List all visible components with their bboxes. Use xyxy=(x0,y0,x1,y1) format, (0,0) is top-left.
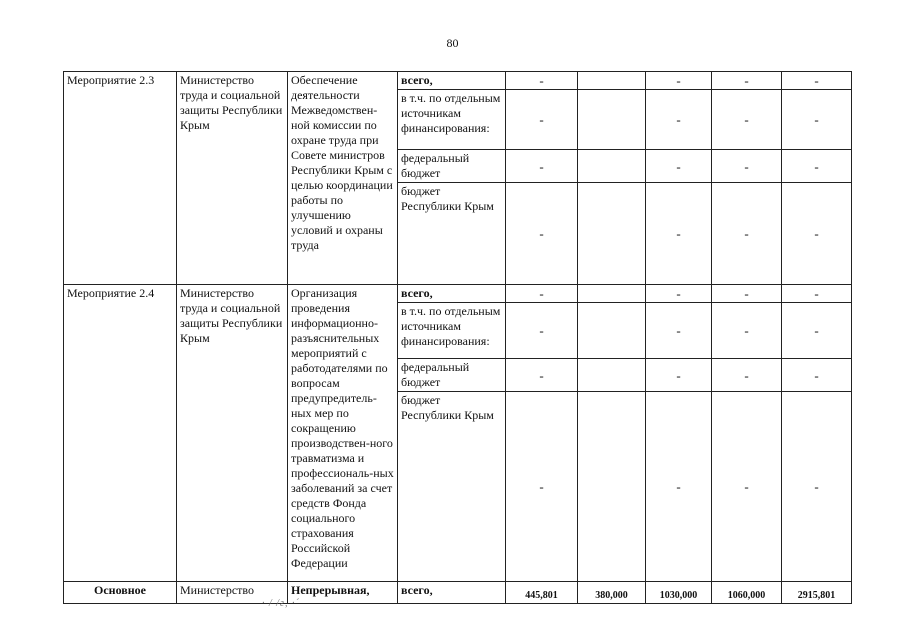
value-cell: - xyxy=(506,150,578,183)
value-cell: - xyxy=(712,285,782,303)
total-value-cell: 380,000 xyxy=(578,582,646,604)
measure-name: Мероприятие 2.3 xyxy=(64,72,177,285)
value-cell: - xyxy=(506,392,578,582)
value-cell: - xyxy=(712,359,782,392)
financing-source: в т.ч. по отдельным источникам финансирования: xyxy=(398,90,506,150)
financing-source: федеральный бюджет xyxy=(398,150,506,183)
value-cell: - xyxy=(782,90,852,150)
value-cell xyxy=(578,359,646,392)
value-cell: - xyxy=(646,90,712,150)
measure-executor: Министерство труда и социальной защиты Республики Крым xyxy=(177,72,288,285)
measure-description: Обеспечение деятельности Межведомствен-ной комиссии по охране труда при Совете министров Республики Крым с целью координации работы по улучшению условий и охраны труда xyxy=(288,72,398,285)
measure-name: Мероприятие 2.4 xyxy=(64,285,177,582)
value-cell: - xyxy=(782,285,852,303)
value-cell: - xyxy=(646,359,712,392)
total-value-cell: 1030,000 xyxy=(646,582,712,604)
financing-source: в т.ч. по отдельным источникам финансирования: xyxy=(398,303,506,359)
value-cell: - xyxy=(646,150,712,183)
total-value-cell: 445,801 xyxy=(506,582,578,604)
value-cell: - xyxy=(712,392,782,582)
financing-table xyxy=(63,71,905,604)
value-cell xyxy=(578,392,646,582)
value-cell: - xyxy=(646,392,712,582)
table-row xyxy=(64,72,905,90)
value-cell: - xyxy=(782,359,852,392)
value-cell: - xyxy=(712,150,782,183)
table-row-main xyxy=(64,582,905,604)
handwritten-mark: · / /г, ·´ xyxy=(262,598,300,609)
value-cell: - xyxy=(646,303,712,359)
value-cell: - xyxy=(646,72,712,90)
table-body xyxy=(64,72,905,604)
value-cell: - xyxy=(712,183,782,285)
financing-source: всего, xyxy=(398,285,506,303)
value-cell: - xyxy=(782,150,852,183)
main-measure-description: Непрерывная, xyxy=(288,582,398,604)
financing-source: бюджет Республики Крым xyxy=(398,183,506,285)
financing-source: всего, xyxy=(398,72,506,90)
value-cell: - xyxy=(712,72,782,90)
value-cell: - xyxy=(506,359,578,392)
value-cell: - xyxy=(646,285,712,303)
value-cell: - xyxy=(506,72,578,90)
value-cell xyxy=(578,90,646,150)
measure-executor: Министерство труда и социальной защиты Республики Крым xyxy=(177,285,288,582)
financing-source: федеральный бюджет xyxy=(398,359,506,392)
main-measure-executor: Министерство xyxy=(177,582,288,604)
value-cell: - xyxy=(506,183,578,285)
value-cell xyxy=(578,72,646,90)
main-financing-source: всего, xyxy=(398,582,506,604)
value-cell: - xyxy=(712,303,782,359)
value-cell: - xyxy=(782,303,852,359)
value-cell: - xyxy=(782,72,852,90)
value-cell: - xyxy=(506,90,578,150)
financing-source: бюджет Республики Крым xyxy=(398,392,506,582)
table-row xyxy=(64,285,905,303)
value-cell xyxy=(578,303,646,359)
value-cell: - xyxy=(646,183,712,285)
value-cell: - xyxy=(712,90,782,150)
value-cell: - xyxy=(782,392,852,582)
value-cell: - xyxy=(506,303,578,359)
page-number: 80 xyxy=(446,36,459,50)
total-value-cell: 2915,801 xyxy=(782,582,852,604)
measure-description: Организация проведения информационно-разъяснительных мероприятий с работодателями по вопросам предупредитель-ных мер по сокращению производствен-ного травматизма и профессиональ-ных заболеваний за счет средств Фонда социального страхования Российской Федерации xyxy=(288,285,398,582)
main-measure-name: Основное xyxy=(64,582,177,604)
value-cell: - xyxy=(782,183,852,285)
total-value-cell: 1060,000 xyxy=(712,582,782,604)
value-cell xyxy=(578,285,646,303)
value-cell xyxy=(578,183,646,285)
value-cell: - xyxy=(506,285,578,303)
value-cell xyxy=(578,150,646,183)
